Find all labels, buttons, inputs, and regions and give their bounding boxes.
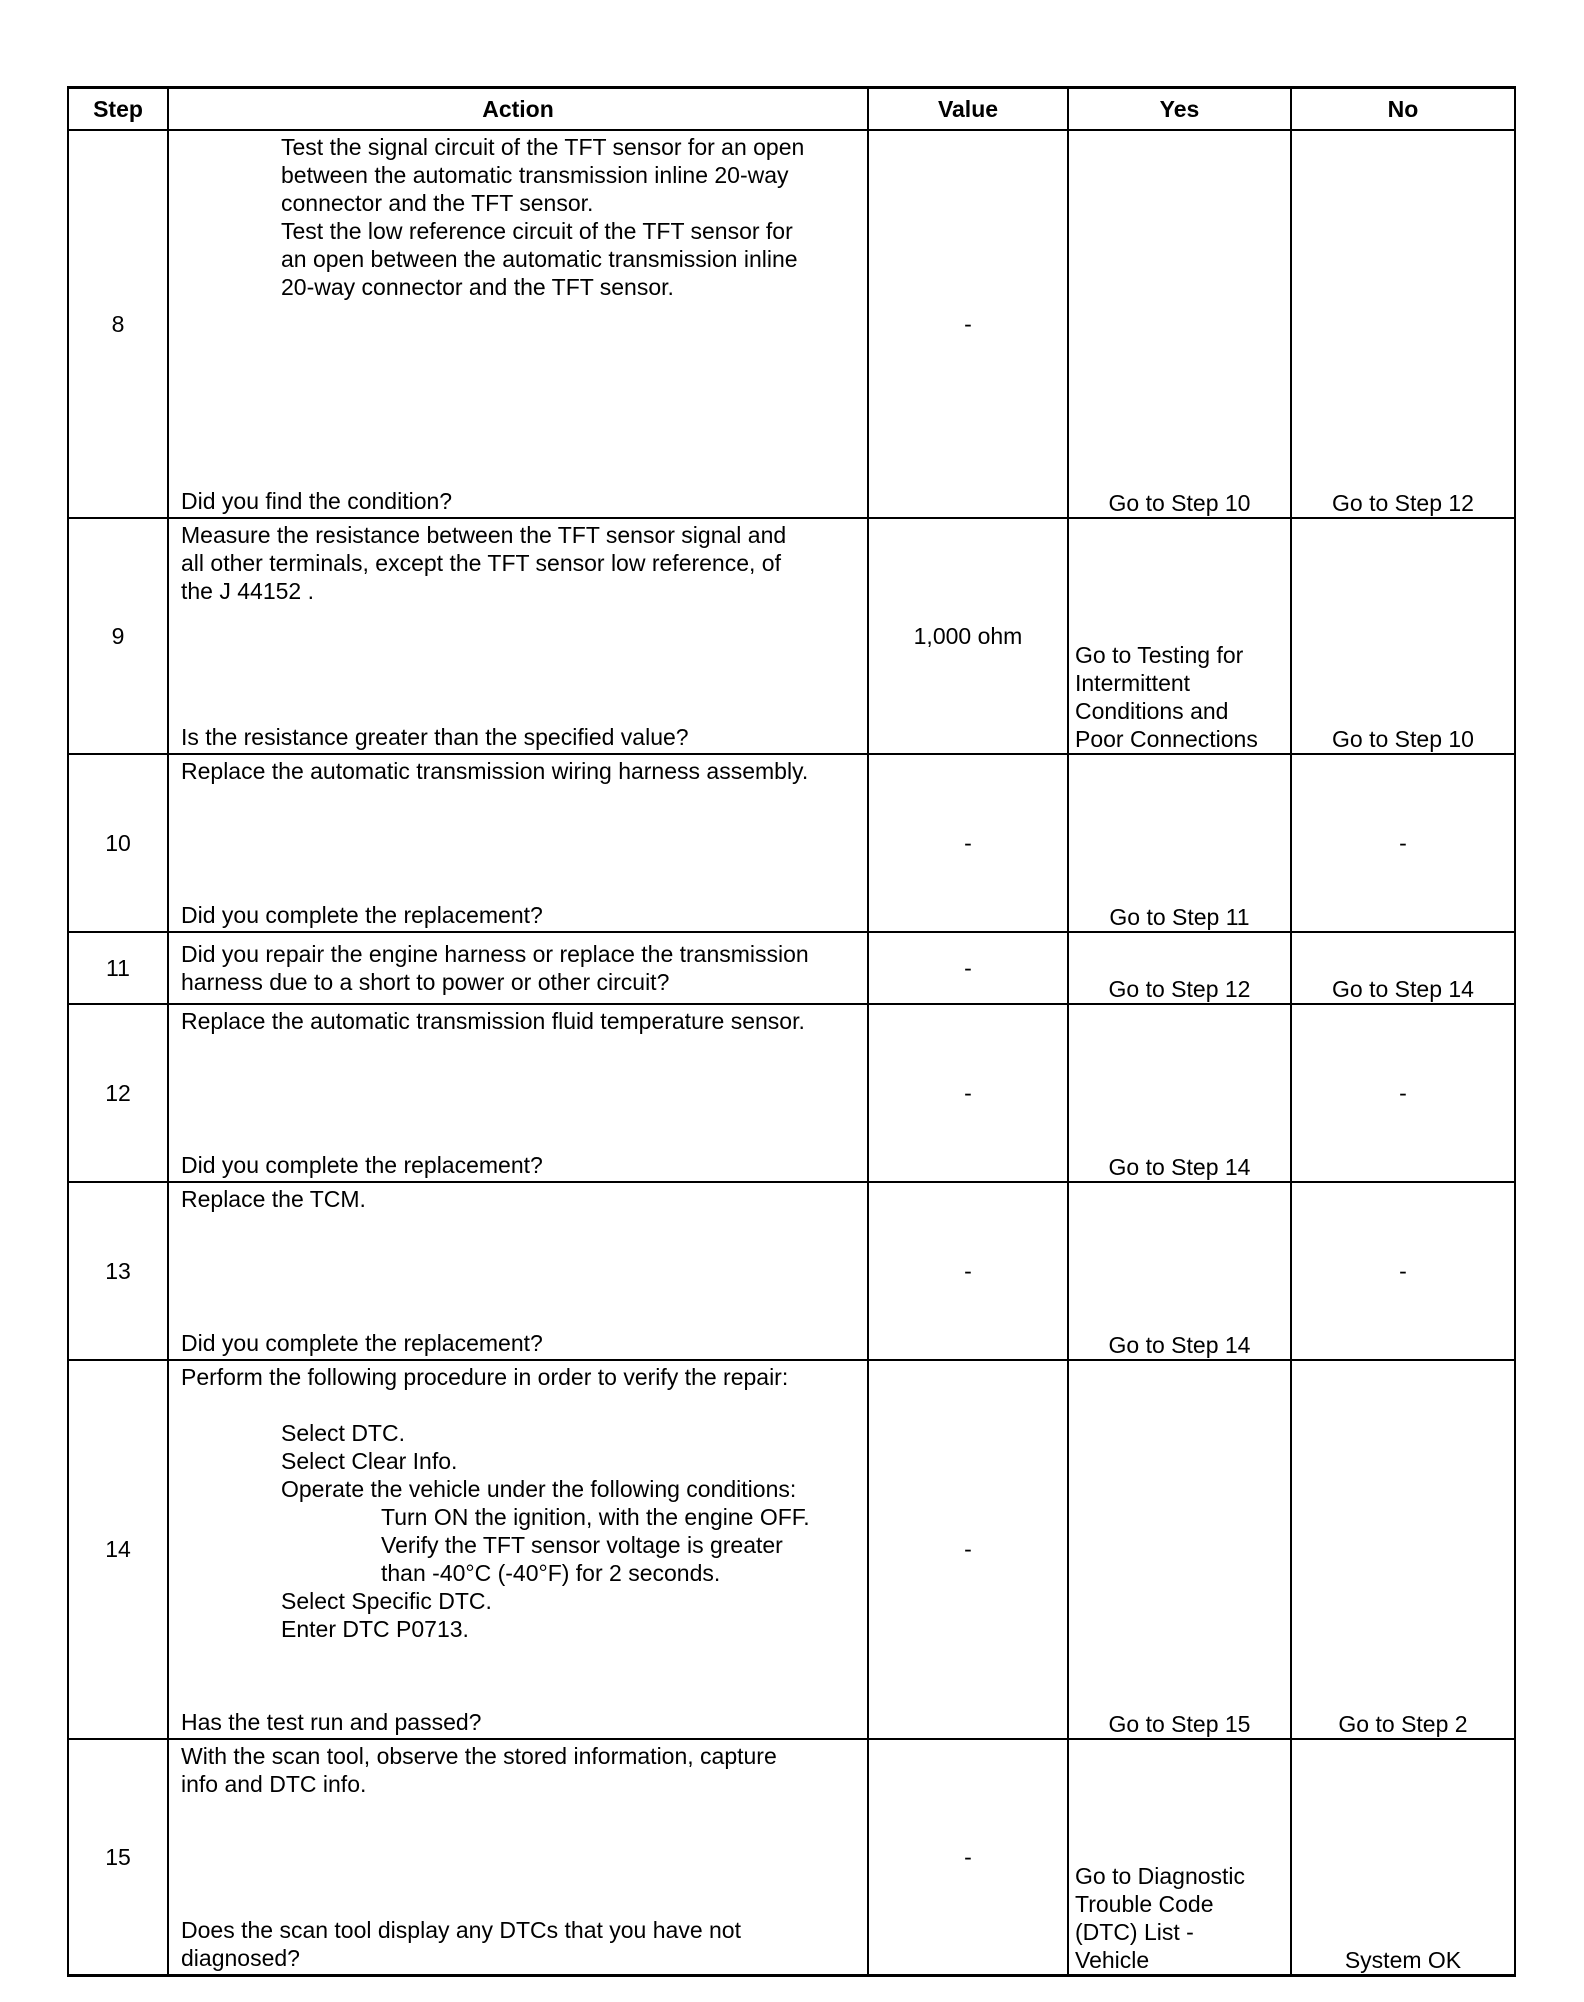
no-cell: Go to Step 2 (1291, 1360, 1515, 1739)
no-cell: Go to Step 14 (1291, 932, 1515, 1004)
action-cell (168, 932, 868, 1004)
header-step: Step (68, 88, 168, 130)
yes-cell: Go to Step 11 (1068, 754, 1291, 932)
action-line: Measure the resistance between the TFT sensor signal and (181, 521, 787, 548)
action-line: Select Specific DTC. (281, 1587, 492, 1614)
action-line: 20-way connector and the TFT sensor. (281, 273, 674, 300)
table-row (68, 1360, 1515, 1739)
action-line: connector and the TFT sensor. (281, 189, 594, 216)
action-subline: Verify the TFT sensor voltage is greater (381, 1531, 783, 1558)
value-cell: 1,000 ohm (868, 518, 1068, 754)
value-cell: - (868, 754, 1068, 932)
yes-line: Conditions and (1075, 697, 1229, 724)
action-line: between the automatic transmission inline 20-way (281, 161, 789, 188)
action-line: harness due to a short to power or other circuit? (181, 968, 670, 995)
value-cell: - (868, 1182, 1068, 1360)
table-row (68, 518, 1515, 754)
header-no: No (1291, 88, 1515, 130)
value-cell: - (868, 1004, 1068, 1182)
step-number: 12 (68, 1004, 168, 1182)
action-line: Select Clear Info. (281, 1447, 458, 1474)
action-line: Enter DTC P0713. (281, 1615, 469, 1642)
action-line: an open between the automatic transmission inline (281, 245, 798, 272)
yes-line: Trouble Code (1075, 1890, 1214, 1917)
action-line: Replace the automatic transmission wiring harness assembly. (181, 757, 809, 784)
action-line: info and DTC info. (181, 1770, 367, 1797)
action-cell (168, 754, 868, 932)
action-line: Test the signal circuit of the TFT sensor for an open (281, 133, 805, 160)
action-cell (168, 130, 868, 518)
step-number: 8 (68, 130, 168, 518)
action-question: Did you complete the replacement? (181, 1151, 543, 1178)
step-number: 10 (68, 754, 168, 932)
yes-line: Poor Connections (1075, 725, 1258, 752)
action-question: Has the test run and passed? (181, 1708, 482, 1735)
step-number: 14 (68, 1360, 168, 1739)
action-line: Did you repair the engine harness or replace the transmission (181, 940, 809, 967)
action-line: all other terminals, except the TFT sensor low reference, of (181, 549, 781, 576)
action-question: Is the resistance greater than the specified value? (181, 723, 689, 750)
action-line: Select DTC. (281, 1419, 405, 1446)
table-row (68, 1739, 1515, 1976)
value-cell: - (868, 130, 1068, 518)
action-question: Did you find the condition? (181, 487, 453, 514)
step-number: 9 (68, 518, 168, 754)
no-cell: - (1291, 754, 1515, 932)
table-row (68, 932, 1515, 1004)
action-line: Replace the automatic transmission fluid temperature sensor. (181, 1007, 805, 1034)
header-yes: Yes (1068, 88, 1291, 130)
value-cell: - (868, 932, 1068, 1004)
yes-cell: Go to Step 14 (1068, 1004, 1291, 1182)
action-question: Does the scan tool display any DTCs that you have not (181, 1916, 741, 1943)
yes-cell: Go to Step 15 (1068, 1360, 1291, 1739)
yes-cell: Go to Step 12 (1068, 932, 1291, 1004)
value-cell: - (868, 1739, 1068, 1976)
table-row (68, 130, 1515, 518)
table-row (68, 754, 1515, 932)
table-row (68, 1004, 1515, 1182)
yes-cell (1068, 518, 1291, 754)
yes-line: Go to Diagnostic (1075, 1862, 1246, 1889)
no-cell: Go to Step 10 (1291, 518, 1515, 754)
action-cell (168, 1004, 868, 1182)
action-subline: than -40°C (-40°F) for 2 seconds. (381, 1559, 721, 1586)
yes-cell: Go to Step 10 (1068, 130, 1291, 518)
header-row (68, 88, 1515, 130)
action-line: With the scan tool, observe the stored information, capture (181, 1742, 777, 1769)
action-line: the J 44152 . (181, 577, 314, 604)
action-cell (168, 1739, 868, 1976)
action-intro: Perform the following procedure in order to verify the repair: (181, 1363, 789, 1390)
action-cell (168, 1360, 868, 1739)
header-action: Action (168, 88, 868, 130)
action-line: Replace the TCM. (181, 1185, 366, 1212)
action-question: Did you complete the replacement? (181, 1329, 543, 1356)
step-number: 13 (68, 1182, 168, 1360)
action-cell (168, 1182, 868, 1360)
yes-cell (1068, 1739, 1291, 1976)
step-number: 15 (68, 1739, 168, 1976)
action-question: Did you complete the replacement? (181, 901, 543, 928)
step-number: 11 (68, 932, 168, 1004)
action-line: Test the low reference circuit of the TFT sensor for (281, 217, 793, 244)
no-cell: System OK (1291, 1739, 1515, 1976)
no-cell: - (1291, 1182, 1515, 1360)
value-cell: - (868, 1360, 1068, 1739)
table-row (68, 1182, 1515, 1360)
no-cell: Go to Step 12 (1291, 130, 1515, 518)
action-line: Operate the vehicle under the following conditions: (281, 1475, 797, 1502)
yes-cell: Go to Step 14 (1068, 1182, 1291, 1360)
yes-line: Vehicle (1075, 1946, 1150, 1973)
yes-line: (DTC) List - (1075, 1918, 1194, 1945)
no-cell: - (1291, 1004, 1515, 1182)
yes-line: Intermittent (1075, 669, 1191, 696)
action-cell (168, 518, 868, 754)
header-value: Value (868, 88, 1068, 130)
diagnostic-table (67, 86, 1516, 1977)
action-question: diagnosed? (181, 1944, 300, 1971)
yes-line: Go to Testing for (1075, 641, 1244, 668)
action-subline: Turn ON the ignition, with the engine OFF. (381, 1503, 810, 1530)
